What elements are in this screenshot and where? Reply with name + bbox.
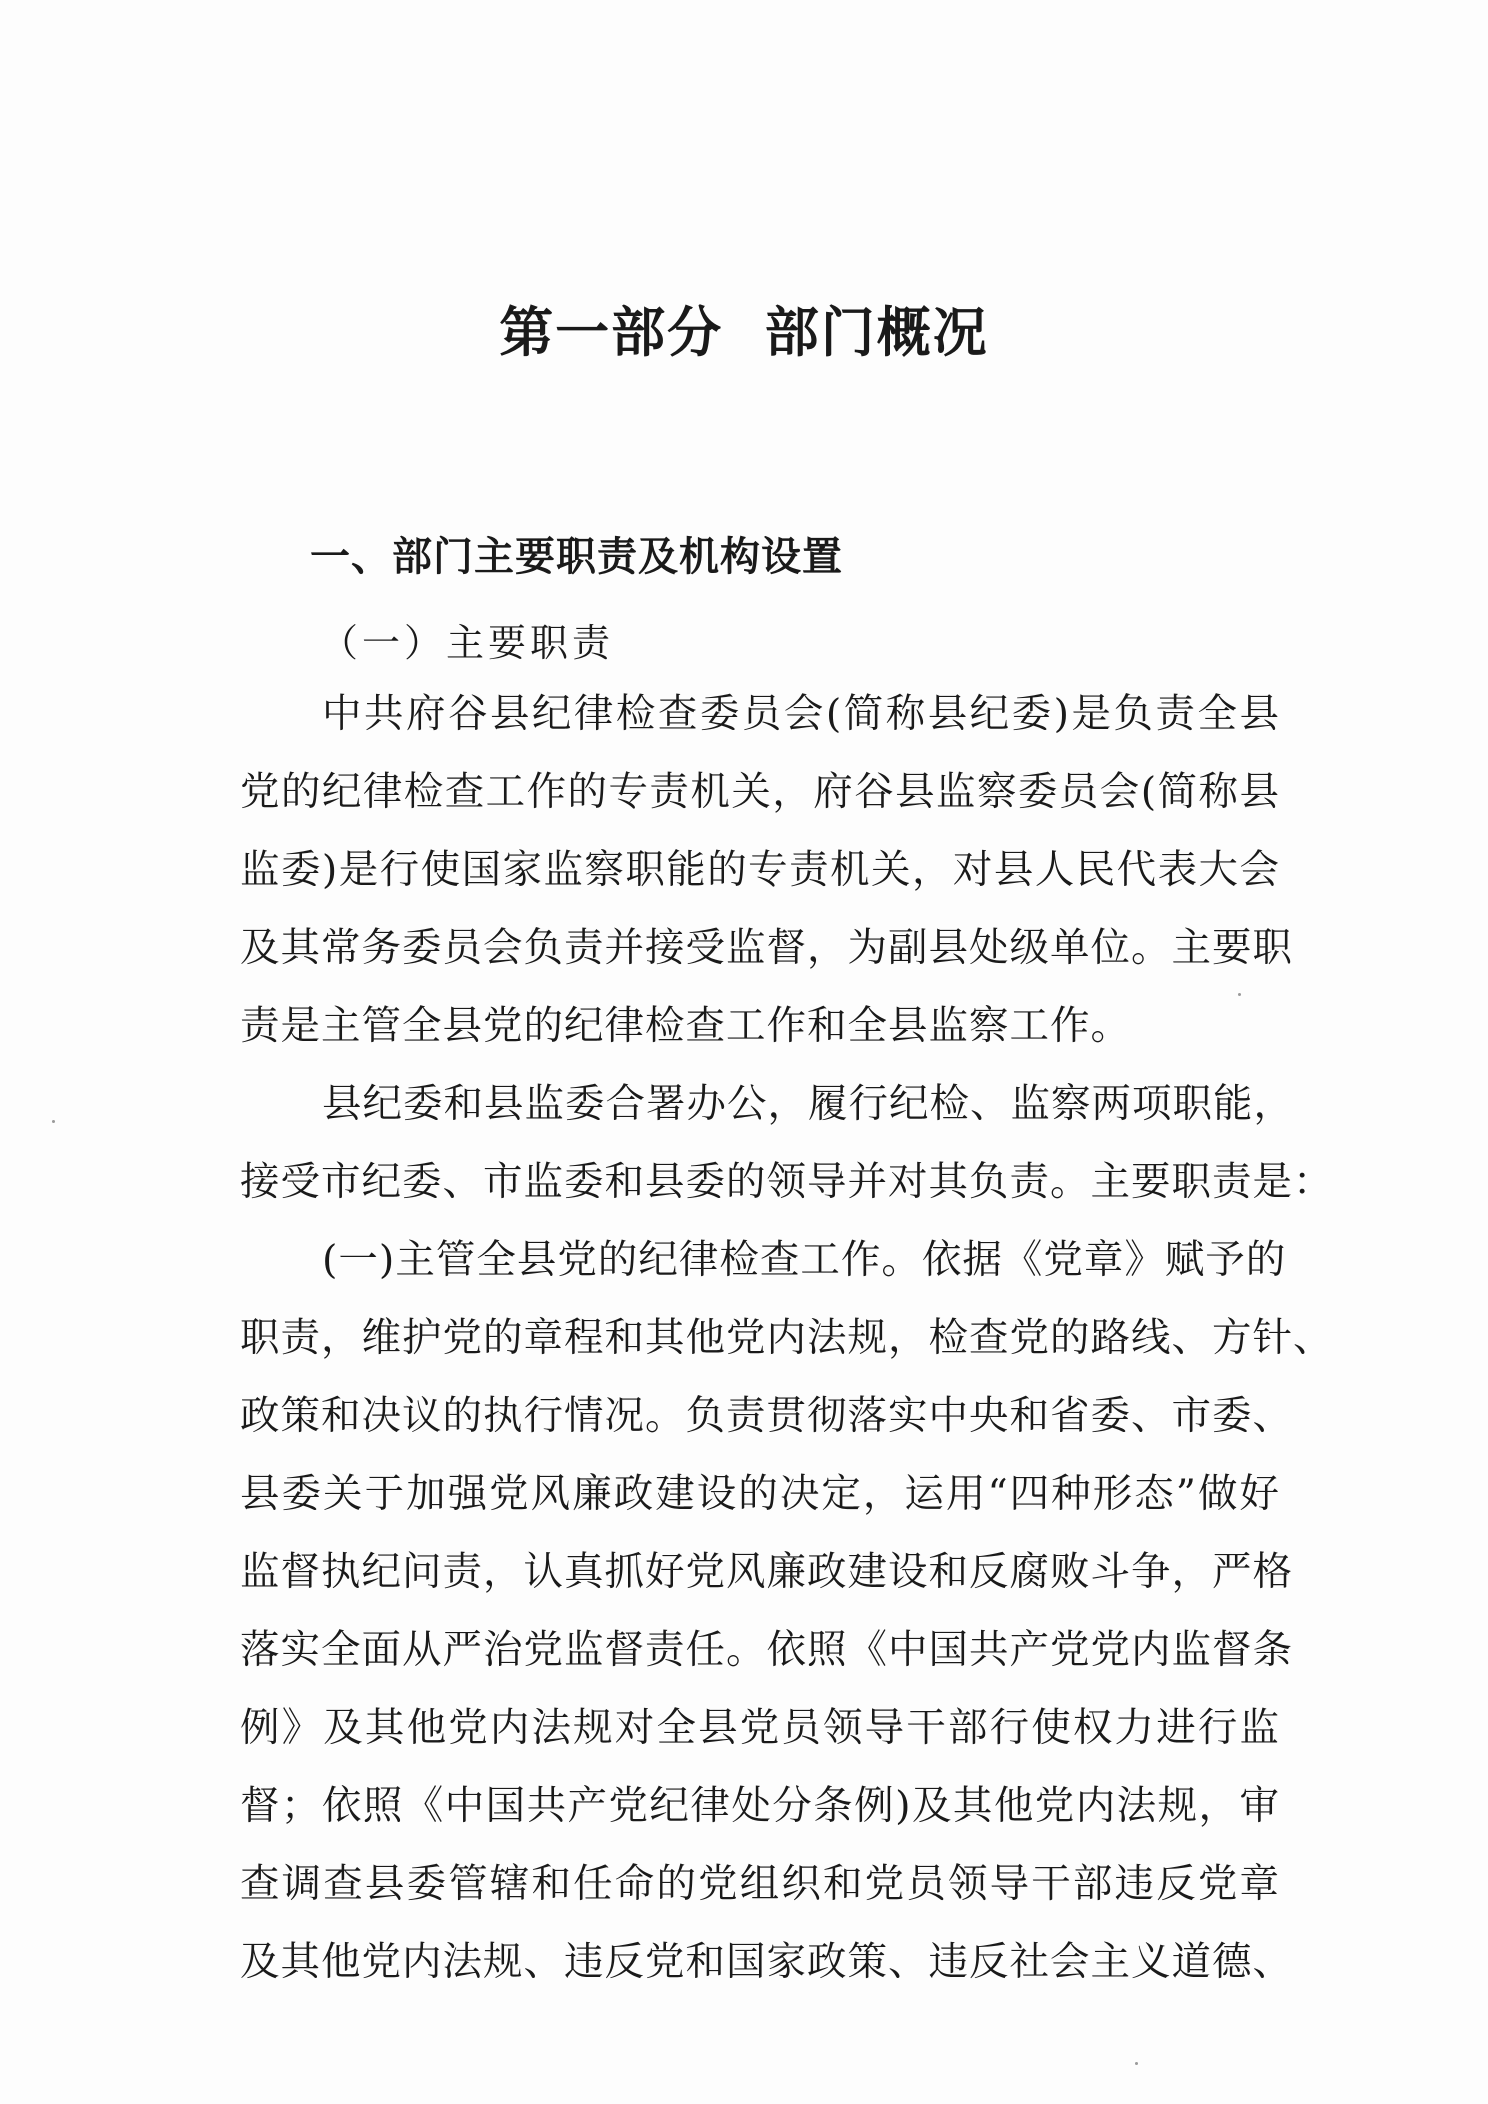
paragraph-line: 党的纪律检查工作的专责机关，府谷县监察委员会(简称县 (240, 769, 1280, 815)
scan-speck (52, 1120, 55, 1123)
paragraph-line: 落实全面从严治党监督责任。依照《中国共产党党内监督条 (240, 1627, 1293, 1673)
paragraph-line: 及其常务委员会负责并接受监督，为副县处级单位。主要职 (240, 925, 1293, 971)
paragraph-line: (一)主管全县党的纪律检查工作。依据《党章》赋予的 (322, 1237, 1287, 1283)
scan-speck (1238, 993, 1241, 996)
paragraph-line: 督；依照《中国共产党纪律处分条例)及其他党内法规，审 (240, 1783, 1280, 1829)
scan-speck (1135, 2062, 1138, 2065)
paragraph-line: 及其他党内法规、违反党和国家政策、违反社会主义道德、 (240, 1939, 1293, 1985)
paragraph-line: 责是主管全县党的纪律检查工作和全县监察工作。 (240, 1003, 1131, 1049)
section-heading: 一、部门主要职责及机构设置 (310, 534, 843, 580)
paragraph-line: 监督执纪问责，认真抓好党风廉政建设和反腐败斗争，严格 (240, 1549, 1293, 1595)
paragraph-line: 例》及其他党内法规对全县党员领导干部行使权力进行监 (240, 1705, 1280, 1751)
paragraph-line: 中共府谷县纪律检查委员会(简称县纪委)是负责全县 (322, 691, 1280, 737)
paragraph-line: 监委)是行使国家监察职能的专责机关，对县人民代表大会 (240, 847, 1280, 893)
paragraph-line: 查调查县委管辖和任命的党组织和党员领导干部违反党章 (240, 1861, 1280, 1907)
paragraph-line: 县纪委和县监委合署办公，履行纪检、监察两项职能， (322, 1081, 1294, 1127)
sub-heading: （一）主要职责 (320, 621, 615, 665)
paragraph-line: 接受市纪委、市监委和县委的领导并对其负责。主要职责是： (240, 1159, 1334, 1205)
paragraph-line: 县委关于加强党风廉政建设的决定，运用“四种形态”做好 (240, 1471, 1280, 1517)
paragraph-line: 政策和决议的执行情况。负责贯彻落实中央和省委、市委、 (240, 1393, 1293, 1439)
paragraph-line: 职责，维护党的章程和其他党内法规，检查党的路线、方针、 (240, 1315, 1334, 1361)
page-title: 第一部分 部门概况 (499, 300, 989, 364)
